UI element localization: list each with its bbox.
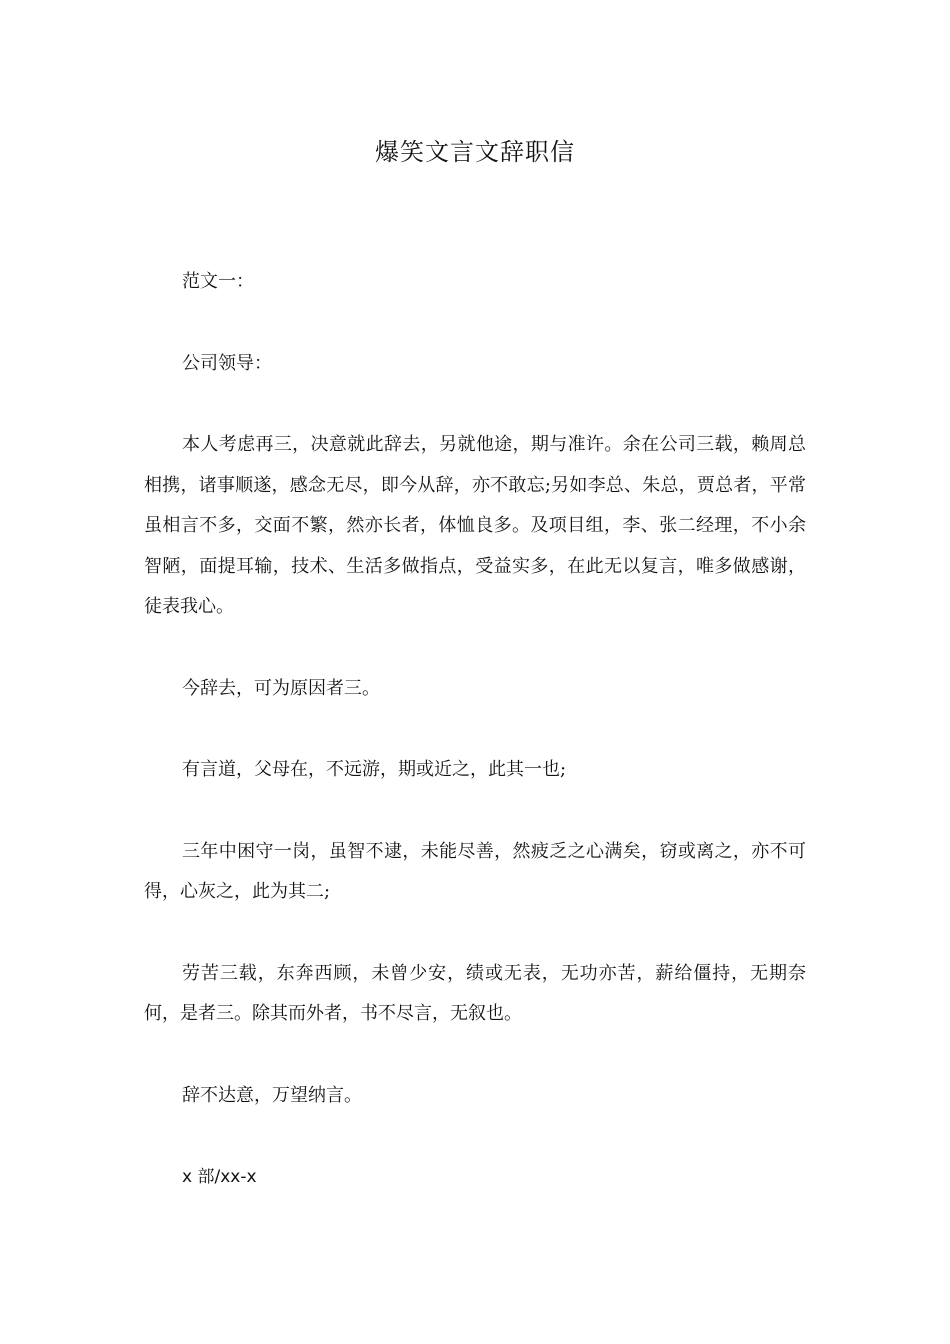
paragraph-1: 本人考虑再三，决意就此辞去，另就他途，期与准许。余在公司三载，赖周总相携，诸事顺遂，感念无尽，即今从辞，亦不敢忘;另如李总、朱总，贾总者，平常虽相言不多，交面不繁，然亦长者，体恤良多。及项目组，李、张二经理，不小余智陋，面提耳输，技术、生活多做指点，受益实多，在此无以复言，唯多做感谢，徒表我心。 (144, 434, 806, 617)
paragraph-4: 三年中困守一岗，虽智不逮，未能尽善，然疲乏之心满矣，窃或离之，亦不可得，心灰之，此为其二; (144, 840, 806, 902)
paragraph-gap (144, 628, 806, 669)
paragraph-gap (144, 384, 806, 425)
paragraph-5: 劳苦三载，东奔西顾，未曾少安，绩或无表，无功亦苦，薪给僵持，无期奈何，是者三。除其而外者，书不尽言，无叙也。 (144, 962, 806, 1024)
document-title: 爆笑文言文辞职信 (375, 138, 575, 166)
salutation: 公司领导： (182, 352, 272, 374)
paragraph-gap (144, 709, 806, 750)
paragraph-gap (144, 791, 806, 832)
paragraph-gap (144, 303, 806, 344)
paragraph-6: 辞不达意，万望纳言。 (182, 1084, 362, 1106)
document-body (144, 262, 806, 1198)
paragraph-3: 有言道，父母在，不远游，期或近之，此其一也; (182, 759, 567, 780)
paragraph-gap (144, 913, 806, 954)
paragraph-2: 今辞去，可为原因者三。 (182, 677, 380, 699)
paragraph-gap (144, 1116, 806, 1157)
paragraph-gap (144, 1035, 806, 1076)
signature: x 部/xx-x (182, 1167, 257, 1187)
section-heading: 范文一： (182, 271, 254, 292)
